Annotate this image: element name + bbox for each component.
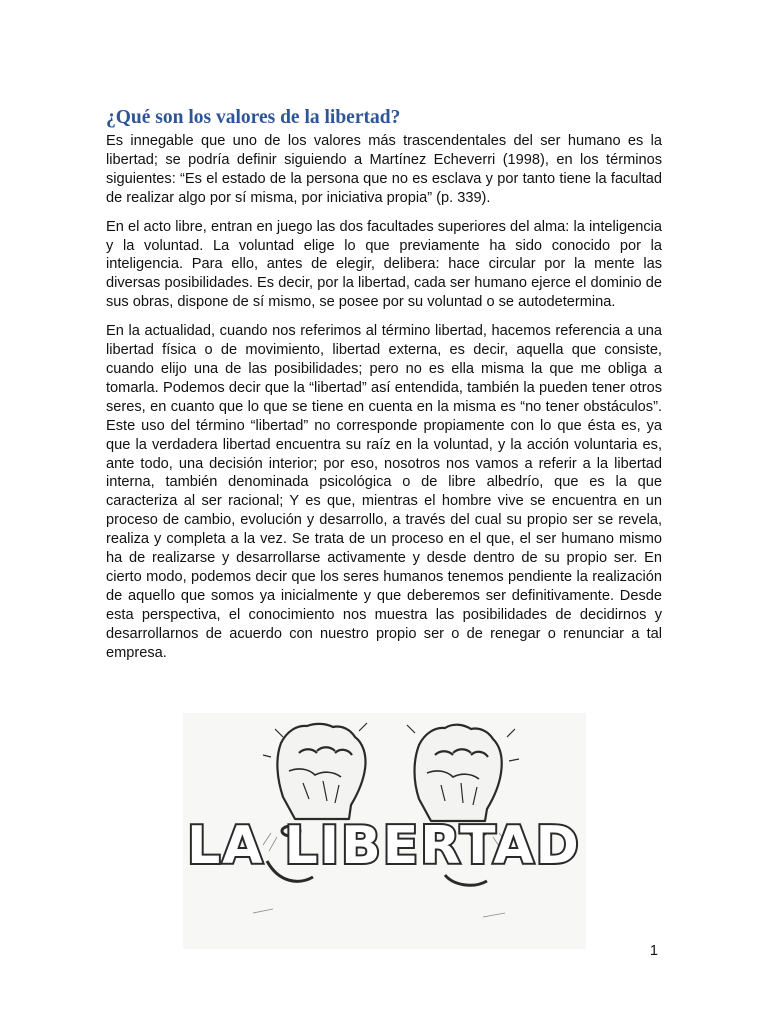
document-body <box>106 106 662 672</box>
right-fist-drawing <box>407 725 519 821</box>
paragraph-2: En el acto libre, entran en juego las dos facultades superiores del alma: la inteligencia y la voluntad. La voluntad elige lo que previamente ha sido conocido por la inteligencia. Para ello, antes de elegir, delibera: hace circular por la mente las diversas posibilidades. Es decir, por la libertad, cada ser humano ejerce el dominio de sus obras, dispone de sí mismo, se posee por su voluntad o se autodetermina. <box>106 218 662 311</box>
left-fist-drawing <box>263 723 367 819</box>
illustration-title-text: LA LIBERTAD <box>187 816 581 876</box>
section-heading: ¿Qué son los valores de la libertad? <box>106 107 401 128</box>
raised-fists-broken-chain-image <box>183 713 586 949</box>
paragraph-1: Es innegable que uno de los valores más trascendentales del ser humano es la libertad; se podría definir siguiendo a Martínez Echeverri (1998), en los términos siguientes: “Es el estado de la persona que no es esclava y por tanto tiene la facultad de realizar algo por sí misma, por iniciativa propia” (p. 339). <box>106 133 662 206</box>
freedom-illustration <box>183 713 586 949</box>
page-number: 1 <box>649 943 658 959</box>
paragraph-3: En la actualidad, cuando nos referimos al término libertad, hacemos referencia a una libertad física o de movimiento, libertad externa, es decir, aquella que consiste, cuando elijo una de las posibilidades; pero no es ella misma la que me obliga a tomarla. Podemos decir que la “libertad” así entendida, también la pueden tener otros seres, en cuanto que lo que se tiene en cuenta en la misma es “no tener obstáculos”. Este uso del término “libertad” no corresponde propiamente con lo que ésta es, ya que la verdadera libertad encuentra su raíz en la voluntad, y la acción voluntaria es, ante todo, una decisión interior; por eso, nosotros nos vamos a referir a la libertad interna, también denominada psicológica o de libre albedrío, que es la que caracteriza al ser racional; Y es que, mientras el hombre vive se encuentra en un proceso de cambio, evolución y desarrollo, a través del cual su propio ser se revela, realiza y completa a la vez. Se trata de un proceso en el que, el ser humano mismo ha de realizarse y desarrollarse activamente y desde dentro de su propio ser. En cierto modo, podemos decir que los seres humanos tenemos pendiente la realización de aquello que somos ya inicialmente y que deberemos ser definitivamente. Desde esta perspectiva, el conocimiento nos muestra las posibilidades de decidirnos y desarrollarnos de acuerdo con nuestro propio ser o de renegar o renunciar a tal empresa. <box>106 323 662 661</box>
